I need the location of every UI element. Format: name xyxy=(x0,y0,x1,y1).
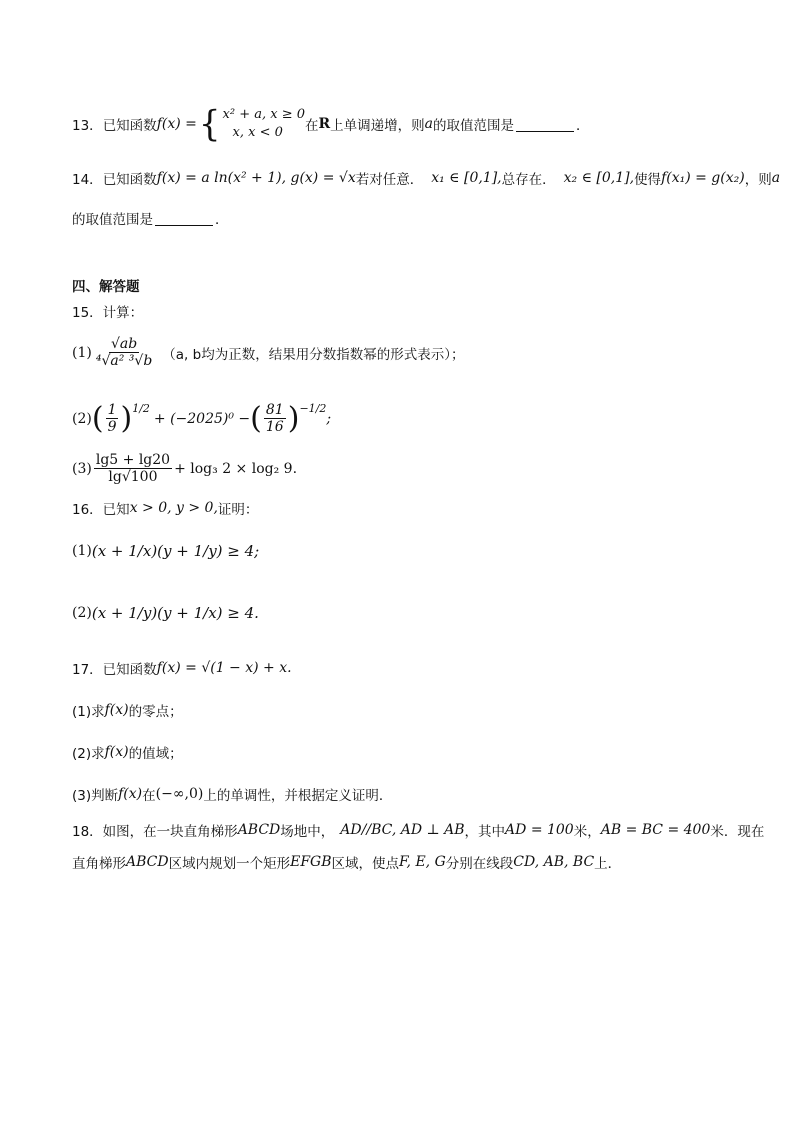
q14-x2: x₂ ∈ [0,1], xyxy=(563,170,635,186)
left-paren-icon: ( xyxy=(91,400,104,436)
q17-p3-label: (3)判断 xyxy=(72,788,119,804)
q18-l2-efgb: EFGB xyxy=(290,854,332,870)
q13-case-1: x² + a, x ≥ 0 xyxy=(222,107,305,122)
q16-p2-label: (2) xyxy=(72,605,92,621)
q17-part-2 xyxy=(72,742,183,762)
q15-part-1 xyxy=(72,336,464,369)
question-14-line-2 xyxy=(72,208,229,228)
q17-p1-label: (1)求 xyxy=(72,704,105,720)
question-18-line-2 xyxy=(72,852,621,872)
q18-l1-b: 场地中， xyxy=(280,824,335,840)
q13-param: a xyxy=(424,116,433,132)
q15-p2-b-den: 16 xyxy=(265,419,284,435)
q15-title: 15．计算： xyxy=(72,305,144,321)
question-17 xyxy=(72,658,292,678)
q18-l2-b: 区域内规划一个矩形 xyxy=(168,856,291,872)
q14-param: a xyxy=(771,170,781,186)
q15-p1-fraction xyxy=(94,336,154,369)
q15-p1-numerator: √ab xyxy=(110,336,138,352)
q13-case-2: x, x < 0 xyxy=(232,125,283,140)
q17-p2-text: 的值域； xyxy=(128,746,183,762)
q15-p3-label: (3) xyxy=(72,460,92,477)
q17-function: f(x) = √(1 − x) + x. xyxy=(156,660,292,676)
q13-real-set: R xyxy=(318,116,331,132)
q13-lead: 已知函数 xyxy=(102,118,157,134)
left-paren-icon: ( xyxy=(250,400,262,436)
q13-cases xyxy=(223,106,305,142)
q18-l2-c: 区域，使点 xyxy=(331,856,400,872)
q14-text-3: 使得 xyxy=(634,172,662,188)
answer-blank xyxy=(516,117,574,132)
q16-part-1 xyxy=(72,542,259,560)
q15-p3-tail: + log₃ 2 × log₂ 9. xyxy=(174,460,298,477)
q17-p1-text: 的零点； xyxy=(128,704,183,720)
q17-p3-interval: (−∞,0) xyxy=(155,786,204,802)
q13-function: f(x) = xyxy=(156,116,197,132)
q16-title-a: 16．已知 xyxy=(72,502,130,518)
q18-l2-segments: CD, AB, BC xyxy=(513,854,595,870)
question-15 xyxy=(72,301,143,321)
q13-mid: 在 xyxy=(305,118,319,134)
q18-l1-e: 米．现在 xyxy=(710,824,765,840)
q15-p1-denominator: ⁴√a² ³√b xyxy=(95,353,153,369)
q18-l2-abcd: ABCD xyxy=(126,854,169,870)
q15-p2-mid: + (−2025)⁰ − xyxy=(153,410,251,427)
answer-blank xyxy=(155,211,213,226)
question-13 xyxy=(72,103,590,145)
q15-p2-b-num: 81 xyxy=(265,402,284,418)
q15-p2-a-den: 9 xyxy=(107,419,117,435)
q15-p2-b-exp: −1/2 xyxy=(299,402,327,415)
q18-l1-d: 米， xyxy=(573,824,601,840)
q15-p2-label: (2) xyxy=(72,410,92,427)
section-4-title: 四、解答题 xyxy=(72,279,140,295)
q15-part-3 xyxy=(72,452,297,485)
q18-l1-cond: AD//BC, AD ⊥ AB xyxy=(340,822,465,838)
q18-l1-ab: AB = BC = 400 xyxy=(600,822,711,838)
q17-part-3 xyxy=(72,784,392,804)
q13-tail-2: 的取值范围是 xyxy=(433,118,514,134)
q15-p2-a-exp: 1/2 xyxy=(132,402,150,415)
q15-p3-numerator: lg5 + lg20 xyxy=(95,452,171,468)
q17-title-a: 17．已知函数 xyxy=(72,662,157,678)
q17-p2-label: (2)求 xyxy=(72,746,105,762)
q17-part-1 xyxy=(72,700,183,720)
q18-l1-ad: AD = 100 xyxy=(505,822,574,838)
q15-p2-a-num: 1 xyxy=(107,402,117,418)
q17-p3-mid: 在 xyxy=(142,788,156,804)
q15-p2-end: ; xyxy=(326,410,332,427)
right-paren-icon: ) xyxy=(287,400,300,436)
q13-end: ． xyxy=(576,118,590,134)
q16-condition: x > 0, y > 0, xyxy=(129,500,218,516)
q16-p1-label: (1) xyxy=(72,543,92,559)
q18-l2-points: F, E, G xyxy=(399,854,446,870)
q14-line-2: 的取值范围是 xyxy=(72,212,153,228)
q15-p3-fraction xyxy=(94,452,172,485)
q18-l2-e: 上． xyxy=(594,856,622,872)
q18-l2-d: 分别在线段 xyxy=(445,856,514,872)
left-brace-icon: { xyxy=(198,103,221,145)
q13-number: 13． xyxy=(72,118,103,134)
q18-l1-a: 18．如图，在一块直角梯形 xyxy=(72,824,238,840)
q13-tail: 上单调递增，则 xyxy=(330,118,425,134)
q18-l1-c: ，其中 xyxy=(464,824,506,840)
q15-p3-denominator: lg√100 xyxy=(108,469,158,485)
section-heading xyxy=(72,275,140,295)
q14-lead: 已知函数 xyxy=(102,172,157,188)
q17-p2-f: f(x) xyxy=(104,744,129,760)
question-14 xyxy=(72,168,780,188)
question-18 xyxy=(72,820,764,840)
q16-part-2 xyxy=(72,604,259,622)
question-16 xyxy=(72,498,258,518)
q18-l2-a: 直角梯形 xyxy=(72,856,126,872)
q14-text-2: 总存在． xyxy=(501,172,556,188)
q16-p1-expr: (x + 1/x)(y + 1/y) ≥ 4; xyxy=(91,542,260,560)
q15-p2-fraction-b xyxy=(264,402,286,435)
q17-p3-text: 上的单调性，并根据定义证明． xyxy=(203,788,393,804)
q14-x1: x₁ ∈ [0,1], xyxy=(431,170,502,186)
q17-p3-f: f(x) xyxy=(118,786,143,802)
q14-equation: f(x₁) = g(x₂) xyxy=(661,170,745,186)
q16-title-b: 证明： xyxy=(217,502,259,518)
q17-p1-f: f(x) xyxy=(104,702,129,718)
q15-p2-fraction-a xyxy=(106,402,119,435)
q14-number: 14． xyxy=(72,172,103,188)
q15-p1-note: （a, b均为正数，结果用分数指数幂的形式表示）； xyxy=(162,346,465,363)
q15-p1-label: (1) xyxy=(72,344,92,361)
q16-p2-expr: (x + 1/y)(y + 1/x) ≥ 4. xyxy=(91,604,259,622)
q14-text-4: ，则 xyxy=(744,172,772,188)
q14-functions: f(x) = a ln(x² + 1), g(x) = √x xyxy=(156,170,356,186)
q14-end: ． xyxy=(215,212,229,228)
q15-part-2 xyxy=(72,402,331,435)
q18-l1-abcd: ABCD xyxy=(237,822,281,838)
right-paren-icon: ) xyxy=(120,400,133,436)
q14-text-1: 若对任意． xyxy=(355,172,424,188)
